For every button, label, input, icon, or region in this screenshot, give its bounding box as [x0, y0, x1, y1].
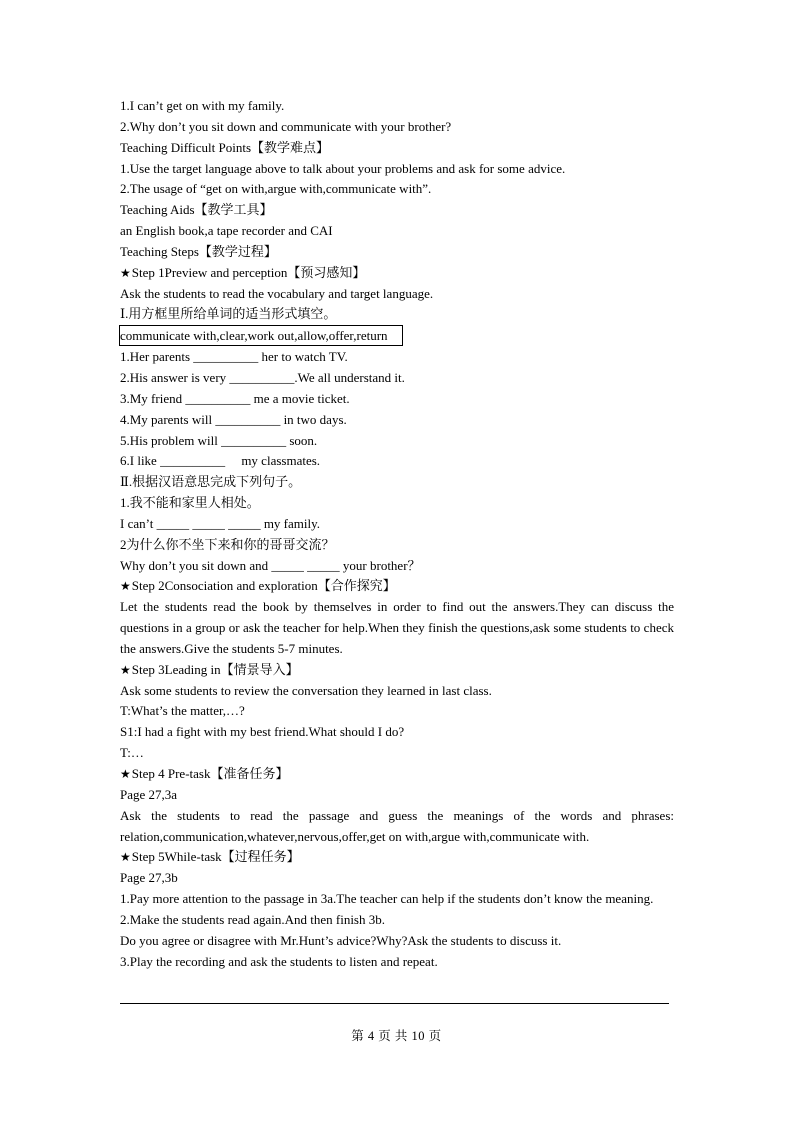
- text-line: Do you agree or disagree with Mr.Hunt’s advice?Why?Ask the students to discuss it.: [120, 932, 562, 948]
- dialogue-line: S1:I had a fight with my best friend.What should I do?: [120, 724, 405, 740]
- text-line: Ask some students to review the conversation they learned in last class.: [120, 682, 492, 698]
- word-box-row: [120, 325, 674, 347]
- paragraph: Ask the students to read the passage and guess the meanings of the words and phrases: relation,communication,whatever,nervous,offer,get on with,argue with,communicate with.: [120, 807, 674, 844]
- step-heading: ★ Step 4 Pre-task【准备任务】: [120, 764, 674, 785]
- word-box: communicate with,clear,work out,allow,offer,return: [119, 325, 403, 346]
- exercise-heading: Ⅱ.根据汉语意思完成下列句子。: [120, 474, 302, 490]
- step-heading: ★ Step 1Preview and perception【预习感知】: [120, 263, 674, 284]
- exercise-item: 1.我不能和家里人相处。: [120, 495, 260, 511]
- text-line: 1.I can’t get on with my family.: [120, 98, 285, 113]
- text-line: 2.The usage of “get on with,argue with,communicate with”.: [120, 181, 432, 197]
- exercise-item: Why don’t you sit down and _____ _____ your brother？: [120, 557, 421, 573]
- page-reference: Page 27,3b: [120, 870, 178, 886]
- exercise-item: 4.My parents will __________ in two days.: [120, 411, 347, 427]
- section-heading: Teaching Steps【教学过程】: [120, 243, 277, 259]
- page-number: 第 4 页 共 10 页: [351, 1029, 442, 1043]
- paragraph: 1.Pay more attention to the passage in 3a.The teacher can help if the students don’t know the meaning.: [120, 891, 654, 907]
- exercise-item: 1.Her parents __________ her to watch TV.: [120, 349, 348, 365]
- exercise-item: 2为什么你不坐下来和你的哥哥交流？: [120, 536, 335, 552]
- footer-divider: [120, 1003, 669, 1004]
- text-line: 2.Make the students read again.And then finish 3b.: [120, 911, 385, 927]
- exercise-item: 6.I like __________ my classmates.: [120, 453, 321, 469]
- paragraph: Let the students read the book by themselves in order to find out the answers.They can discuss the questions in a group or ask the teacher for help.When they finish the questions,ask some students to check the answers.Give the students 5-7 minutes.: [120, 599, 674, 656]
- exercise-heading: Ⅰ.用方框里所给单词的适当形式填空。: [120, 306, 337, 322]
- step-heading: ★ Step 2Consociation and exploration【合作探究】: [120, 576, 674, 597]
- dialogue-line: T:What’s the matter,…?: [120, 703, 245, 719]
- document-body: [120, 96, 674, 972]
- page-reference: Page 27,3a: [120, 786, 178, 802]
- exercise-item: 3.My friend __________ me a movie ticket.: [120, 390, 350, 406]
- text-line: 1.Use the target language above to talk about your problems and ask for some advice.: [120, 160, 566, 176]
- exercise-item: 2.His answer is very __________.We all understand it.: [120, 369, 405, 385]
- text-line: 3.Play the recording and ask the students to listen and repeat.: [120, 953, 438, 969]
- text-line: Ask the students to read the vocabulary and target language.: [120, 285, 434, 301]
- step-heading: ★ Step 5While-task【过程任务】: [120, 847, 674, 868]
- step-heading: ★ Step 3Leading in【情景导入】: [120, 660, 674, 681]
- exercise-item: 5.His problem will __________ soon.: [120, 432, 318, 448]
- section-heading: Teaching Difficult Points【教学难点】: [120, 139, 329, 155]
- section-heading: Teaching Aids【教学工具】: [120, 202, 273, 218]
- text-line: 2.Why don’t you sit down and communicate with your brother?: [120, 118, 452, 134]
- text-line: an English book,a tape recorder and CAI: [120, 223, 333, 239]
- exercise-item: I can’t _____ _____ _____ my family.: [120, 515, 321, 531]
- dialogue-line: T:…: [120, 745, 144, 761]
